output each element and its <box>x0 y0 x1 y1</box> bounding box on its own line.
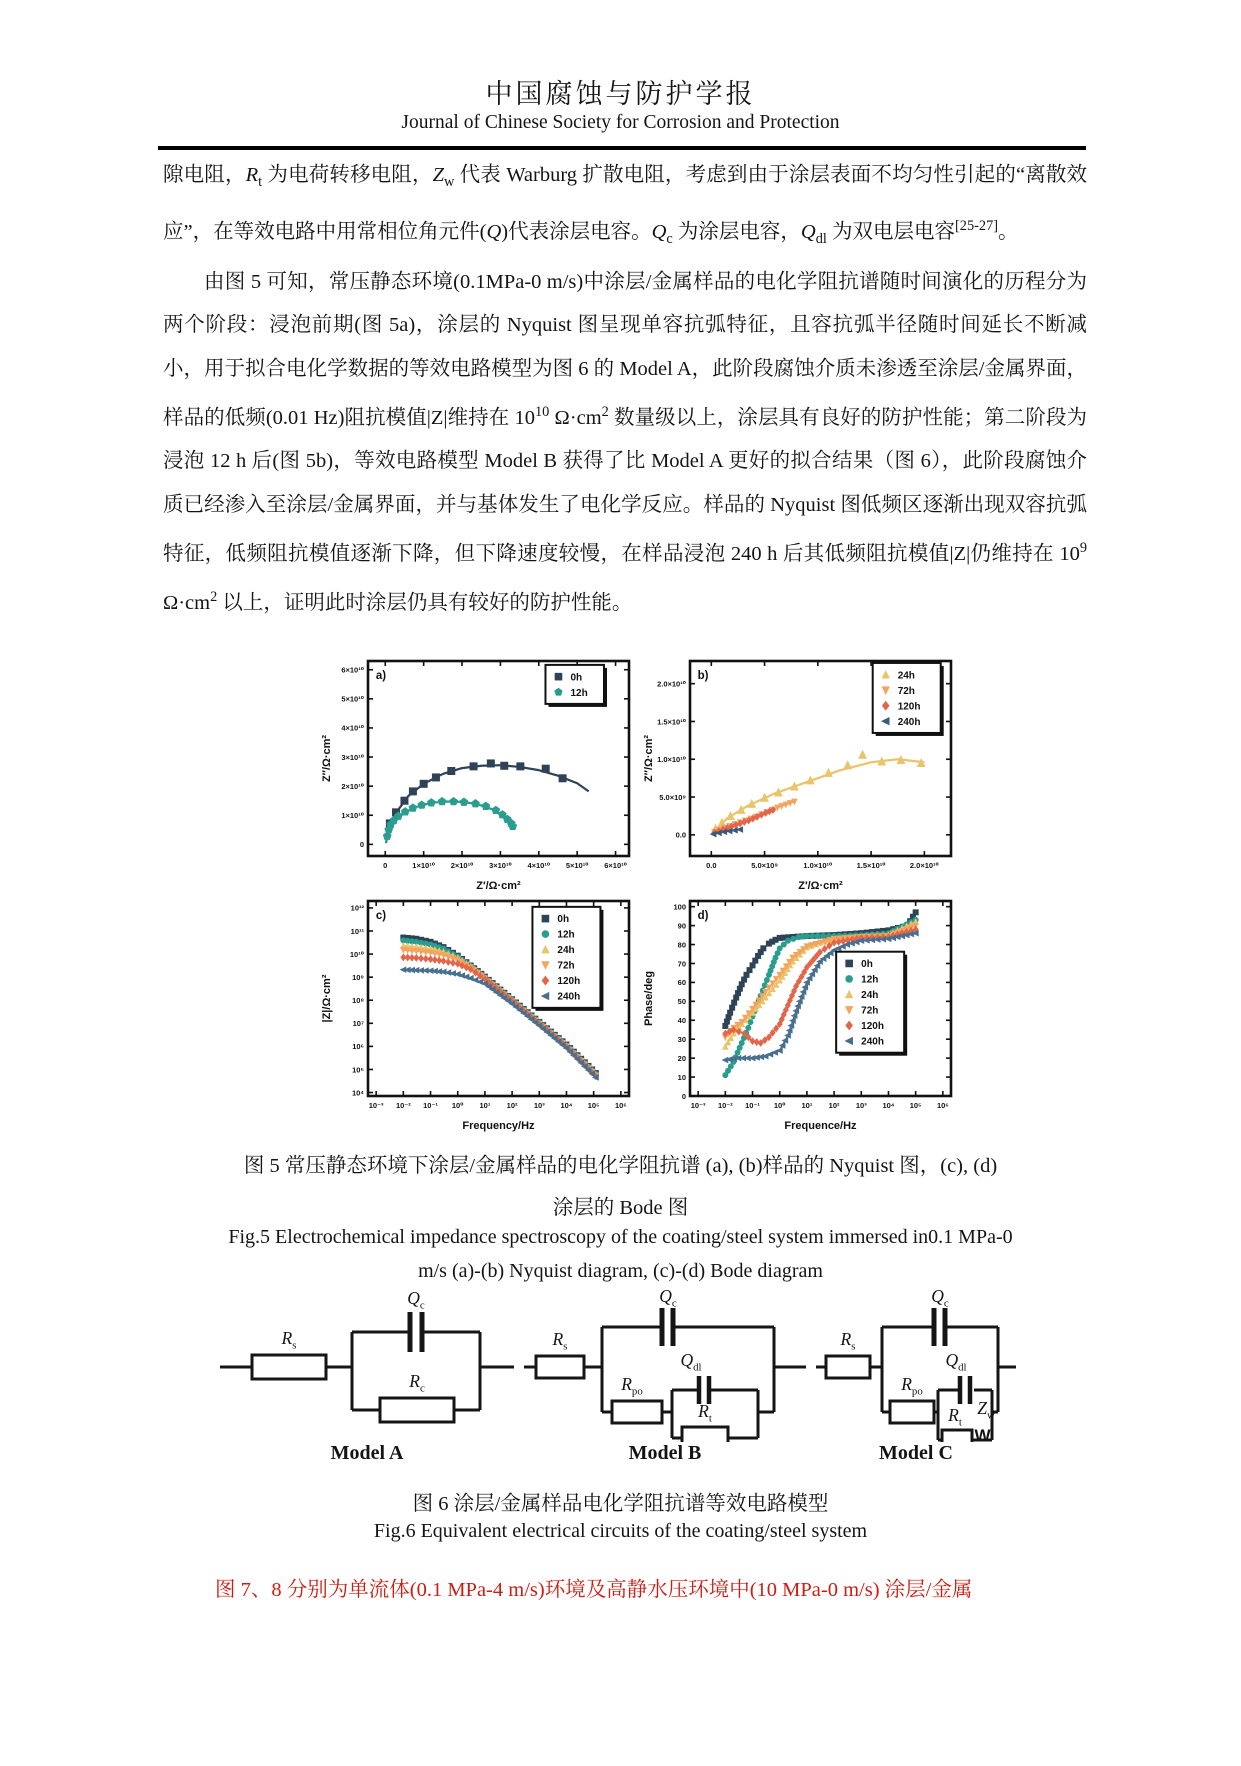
figure5-caption-zh-line1: 图 5 常压静态环境下涂层/金属样品的电化学阻抗谱 (a), (b)样品的 Nyquist 图，(c), (d) <box>243 1155 998 1177</box>
svg-text:4×10¹⁰: 4×10¹⁰ <box>341 723 364 733</box>
svg-text:1×10¹⁰: 1×10¹⁰ <box>412 861 435 870</box>
svg-text:240h: 240h <box>557 991 581 1003</box>
svg-text:10¹⁰: 10¹⁰ <box>349 949 364 959</box>
svg-text:1×10¹⁰: 1×10¹⁰ <box>341 811 364 821</box>
svg-text:1.5×10¹⁰: 1.5×10¹⁰ <box>657 717 686 727</box>
svg-text:5.0×10⁹: 5.0×10⁹ <box>659 792 686 802</box>
svg-text:Z″/Ω·cm²: Z″/Ω·cm² <box>321 734 333 783</box>
figure6-caption-zh: 图 6 涂层/金属样品电化学阻抗谱等效电路模型 <box>412 1493 829 1515</box>
legend <box>545 665 607 707</box>
model-a-label: Model A <box>330 1442 404 1464</box>
svg-text:0: 0 <box>359 840 364 850</box>
svg-text:1.0×10¹⁰: 1.0×10¹⁰ <box>657 755 686 765</box>
svg-text:10⁰: 10⁰ <box>773 1101 786 1110</box>
svg-text:72h: 72h <box>861 1005 879 1017</box>
figure5-caption-en-line1: Fig.5 Electrochemical impedance spectroscopy of the coating/steel system immersed in0.1 MPa-0 <box>228 1226 1013 1248</box>
svg-text:40: 40 <box>677 1016 686 1026</box>
svg-text:2.0×10¹⁰: 2.0×10¹⁰ <box>657 679 686 689</box>
svg-text:10⁵: 10⁵ <box>909 1101 922 1110</box>
legend <box>532 907 603 1011</box>
svg-text:10⁶: 10⁶ <box>936 1101 949 1110</box>
svg-text:6×10¹⁰: 6×10¹⁰ <box>341 665 364 675</box>
svg-text:3×10¹⁰: 3×10¹⁰ <box>489 861 512 870</box>
svg-text:10¹: 10¹ <box>801 1101 813 1110</box>
label-rpo-model-c2: $R_{po}$ <box>901 1374 923 1398</box>
circuits-drawing <box>212 1288 1022 1442</box>
label-rpo-model-b: $R_{po}$ <box>621 1374 643 1398</box>
svg-text:120h: 120h <box>861 1021 884 1033</box>
chart-svg-c <box>318 892 640 1132</box>
svg-text:|Z|/Ω·cm²: |Z|/Ω·cm² <box>321 974 333 1023</box>
svg-text:20: 20 <box>677 1053 686 1063</box>
svg-text:10⁰: 10⁰ <box>451 1101 464 1110</box>
figure5-caption-en-line2: m/s (a)-(b) Nyquist diagram, (c)-(d) Bode diagram <box>418 1260 823 1282</box>
red-revision-paragraph: 图 7、8 分别为单流体(0.1 MPa-4 m/s)环境及高静水压环境中(10 MPa-0 m/s) 涂层/金属 <box>215 1578 973 1601</box>
figure6-caption-en: Fig.6 Equivalent electrical circuits of the coating/steel system <box>373 1520 868 1542</box>
label-rs-model-c: $R_s$ <box>840 1329 856 1353</box>
journal-title-en: Journal of Chinese Society for Corrosion and Protection <box>401 112 840 133</box>
svg-text:10⁻³: 10⁻³ <box>690 1101 706 1110</box>
svg-text:12h: 12h <box>570 687 588 699</box>
svg-text:0.0: 0.0 <box>675 830 686 840</box>
svg-text:10⁻¹: 10⁻¹ <box>745 1101 760 1110</box>
chart-a-nyquist-0-12h <box>318 652 640 892</box>
svg-text:10⁻²: 10⁻² <box>717 1101 733 1110</box>
svg-text:10⁴: 10⁴ <box>560 1101 573 1110</box>
svg-text:10⁴: 10⁴ <box>882 1101 895 1110</box>
svg-text:2.0×10¹⁰: 2.0×10¹⁰ <box>909 861 939 870</box>
svg-text:10⁵: 10⁵ <box>352 1065 364 1075</box>
svg-text:10⁶: 10⁶ <box>614 1101 627 1110</box>
label-qc-model-b: $Q_c$ <box>659 1286 677 1310</box>
svg-text:10⁴: 10⁴ <box>351 1088 364 1098</box>
svg-text:c): c) <box>375 910 387 922</box>
svg-text:Z′/Ω·cm²: Z′/Ω·cm² <box>798 880 843 892</box>
svg-text:0: 0 <box>681 1091 686 1101</box>
figure6-equivalent-circuits <box>212 1286 1022 1482</box>
header-rule <box>158 146 1086 150</box>
label-qdl-model-b: $Q_{dl}$ <box>680 1350 702 1374</box>
label-rs-model-b: $R_s$ <box>552 1329 568 1353</box>
svg-text:10: 10 <box>677 1072 686 1082</box>
svg-text:1.0×10¹⁰: 1.0×10¹⁰ <box>803 861 833 870</box>
legend <box>836 952 907 1056</box>
warburg-symbol: W <box>974 1426 990 1445</box>
chart-svg-d <box>640 892 962 1132</box>
svg-text:d): d) <box>697 910 709 922</box>
model-c-label: Model C <box>879 1442 953 1464</box>
svg-text:0h: 0h <box>557 914 570 926</box>
svg-text:5×10¹⁰: 5×10¹⁰ <box>565 861 589 870</box>
svg-text:10⁸: 10⁸ <box>352 996 364 1006</box>
svg-text:10¹: 10¹ <box>479 1101 491 1110</box>
svg-text:80: 80 <box>677 940 686 950</box>
svg-text:10¹²: 10¹² <box>350 903 364 913</box>
chart-svg-b <box>640 652 962 892</box>
label-qdl-model-c: $Q_{dl}$ <box>945 1350 967 1374</box>
chart-svg-a <box>318 652 640 892</box>
svg-text:120h: 120h <box>557 976 581 988</box>
svg-text:240h: 240h <box>897 716 921 728</box>
svg-text:10⁻¹: 10⁻¹ <box>423 1101 438 1110</box>
svg-text:0h: 0h <box>570 672 583 684</box>
svg-text:10³: 10³ <box>855 1101 867 1110</box>
svg-text:12h: 12h <box>861 974 879 986</box>
svg-text:Frequency/Hz: Frequency/Hz <box>462 1120 535 1132</box>
svg-text:120h: 120h <box>897 701 921 713</box>
svg-text:10⁵: 10⁵ <box>587 1101 600 1110</box>
chart-c-bode-modulus <box>318 892 640 1132</box>
svg-text:0h: 0h <box>861 959 873 971</box>
svg-text:10²: 10² <box>828 1101 840 1110</box>
svg-text:24h: 24h <box>897 670 915 682</box>
paragraph-2: 由图 5 可知，常压静态环境(0.1MPa-0 m/s)中涂层/金属样品的电化学阻抗谱随时间演化的历程分为两个阶段：浸泡前期(图 5a)，涂层的 Nyquist 图呈现单容抗弧特征，且容抗弧半径随时间延长不断减小，用于拟合电化学数据的等效电路模型为图 6 的 Model A，此阶段腐蚀介质未渗透至涂层/金属界面，样品的低频(0.01 Hz)阻抗模值|Z|维持在 $10^{10}$ $\Omega\cdot cm^2$ 数量级以上，涂层具有良好的防护性能；第二阶段为浸泡 12 h 后(图 5b)，等效电路模型 Model B 获得了比 Model A 更好的拟合结果（图 6），此阶段腐蚀介质已经渗入至涂层/金属界面，并与基体发生了电化学反应。样品的 Nyquist 图低频区逐渐出现双容抗弧特征，低频阻抗模值逐渐下降，但下降速度较慢，在样品浸泡 240 h 后其低频阻抗模值|Z|仍维持在 $10^9$ $\Omega\cdot cm^2$ 以上，证明此时涂层仍具有较好的防护性能。 <box>163 270 1088 615</box>
label-rc-model-a: $R_c$ <box>409 1371 425 1395</box>
journal-title-zh: 中国腐蚀与防护学报 <box>485 79 756 109</box>
model-b-label: Model B <box>628 1442 702 1464</box>
label-rs-model-a: $R_s$ <box>281 1328 297 1352</box>
svg-text:30: 30 <box>677 1035 686 1045</box>
svg-text:24h: 24h <box>557 945 575 957</box>
model-b-circuit <box>524 1308 806 1442</box>
body-text-column <box>163 154 1087 626</box>
svg-text:5.0×10⁹: 5.0×10⁹ <box>751 861 778 870</box>
svg-text:a): a) <box>375 670 387 682</box>
label-rt-model-c: $R_t$ <box>948 1405 962 1429</box>
svg-text:2×10¹⁰: 2×10¹⁰ <box>341 781 364 791</box>
label-qc-model-a: $Q_c$ <box>407 1288 425 1312</box>
svg-text:10¹¹: 10¹¹ <box>350 926 364 936</box>
svg-text:2×10¹⁰: 2×10¹⁰ <box>450 861 474 870</box>
svg-text:24h: 24h <box>861 990 879 1002</box>
svg-text:10⁻³: 10⁻³ <box>368 1101 384 1110</box>
svg-text:12h: 12h <box>557 929 575 941</box>
svg-text:10³: 10³ <box>533 1101 545 1110</box>
svg-text:60: 60 <box>677 978 686 988</box>
svg-text:1.5×10¹⁰: 1.5×10¹⁰ <box>856 861 886 870</box>
svg-text:90: 90 <box>677 921 686 931</box>
svg-text:10⁷: 10⁷ <box>352 1019 364 1029</box>
svg-text:3×10¹⁰: 3×10¹⁰ <box>341 752 364 762</box>
label-rt-model-b: $R_t$ <box>698 1401 712 1425</box>
svg-text:70: 70 <box>677 959 686 969</box>
svg-text:0.0: 0.0 <box>706 861 717 870</box>
svg-text:Frequence/Hz: Frequence/Hz <box>784 1120 857 1132</box>
label-qc-model-c: $Q_c$ <box>931 1286 949 1310</box>
svg-text:6×10¹⁰: 6×10¹⁰ <box>604 861 627 870</box>
svg-text:10⁶: 10⁶ <box>352 1042 364 1052</box>
figure5-caption-zh-line2: 涂层的 Bode 图 <box>552 1197 689 1219</box>
svg-text:72h: 72h <box>897 685 915 697</box>
svg-text:Z′/Ω·cm²: Z′/Ω·cm² <box>476 880 521 892</box>
figure5-eis-charts <box>318 652 962 1132</box>
paragraph-1: 隙电阻，$R_t$ 为电荷转移电阻，$Z_w$ 代表 Warburg 扩散电阻，考虑到由于涂层表面不均匀性引起的“离散效应”，在等效电路中用常相位角元件(Q)代表涂层电容。$Q_c$ 为涂层电容，$Q_{dl}$ 为双电层电容[25-27]。 <box>163 164 1088 247</box>
svg-text:240h: 240h <box>861 1036 884 1048</box>
legend <box>873 663 944 736</box>
svg-text:10²: 10² <box>506 1101 518 1110</box>
chart-d-bode-phase <box>640 892 962 1132</box>
svg-text:50: 50 <box>677 997 686 1007</box>
chart-b-nyquist-24-240h <box>640 652 962 892</box>
model-a-circuit <box>220 1312 514 1422</box>
svg-text:Phase/deg: Phase/deg <box>643 970 655 1027</box>
svg-text:100: 100 <box>673 902 686 912</box>
svg-text:10⁻²: 10⁻² <box>395 1101 411 1110</box>
svg-text:10⁹: 10⁹ <box>352 972 364 982</box>
svg-text:4×10¹⁰: 4×10¹⁰ <box>527 861 551 870</box>
label-zw-model-c: $Z_w$ <box>977 1398 995 1422</box>
svg-text:0: 0 <box>383 861 388 870</box>
svg-text:72h: 72h <box>557 960 575 972</box>
svg-text:5×10¹⁰: 5×10¹⁰ <box>341 694 364 704</box>
svg-text:Z″/Ω·cm²: Z″/Ω·cm² <box>643 734 655 783</box>
svg-text:b): b) <box>697 670 709 682</box>
